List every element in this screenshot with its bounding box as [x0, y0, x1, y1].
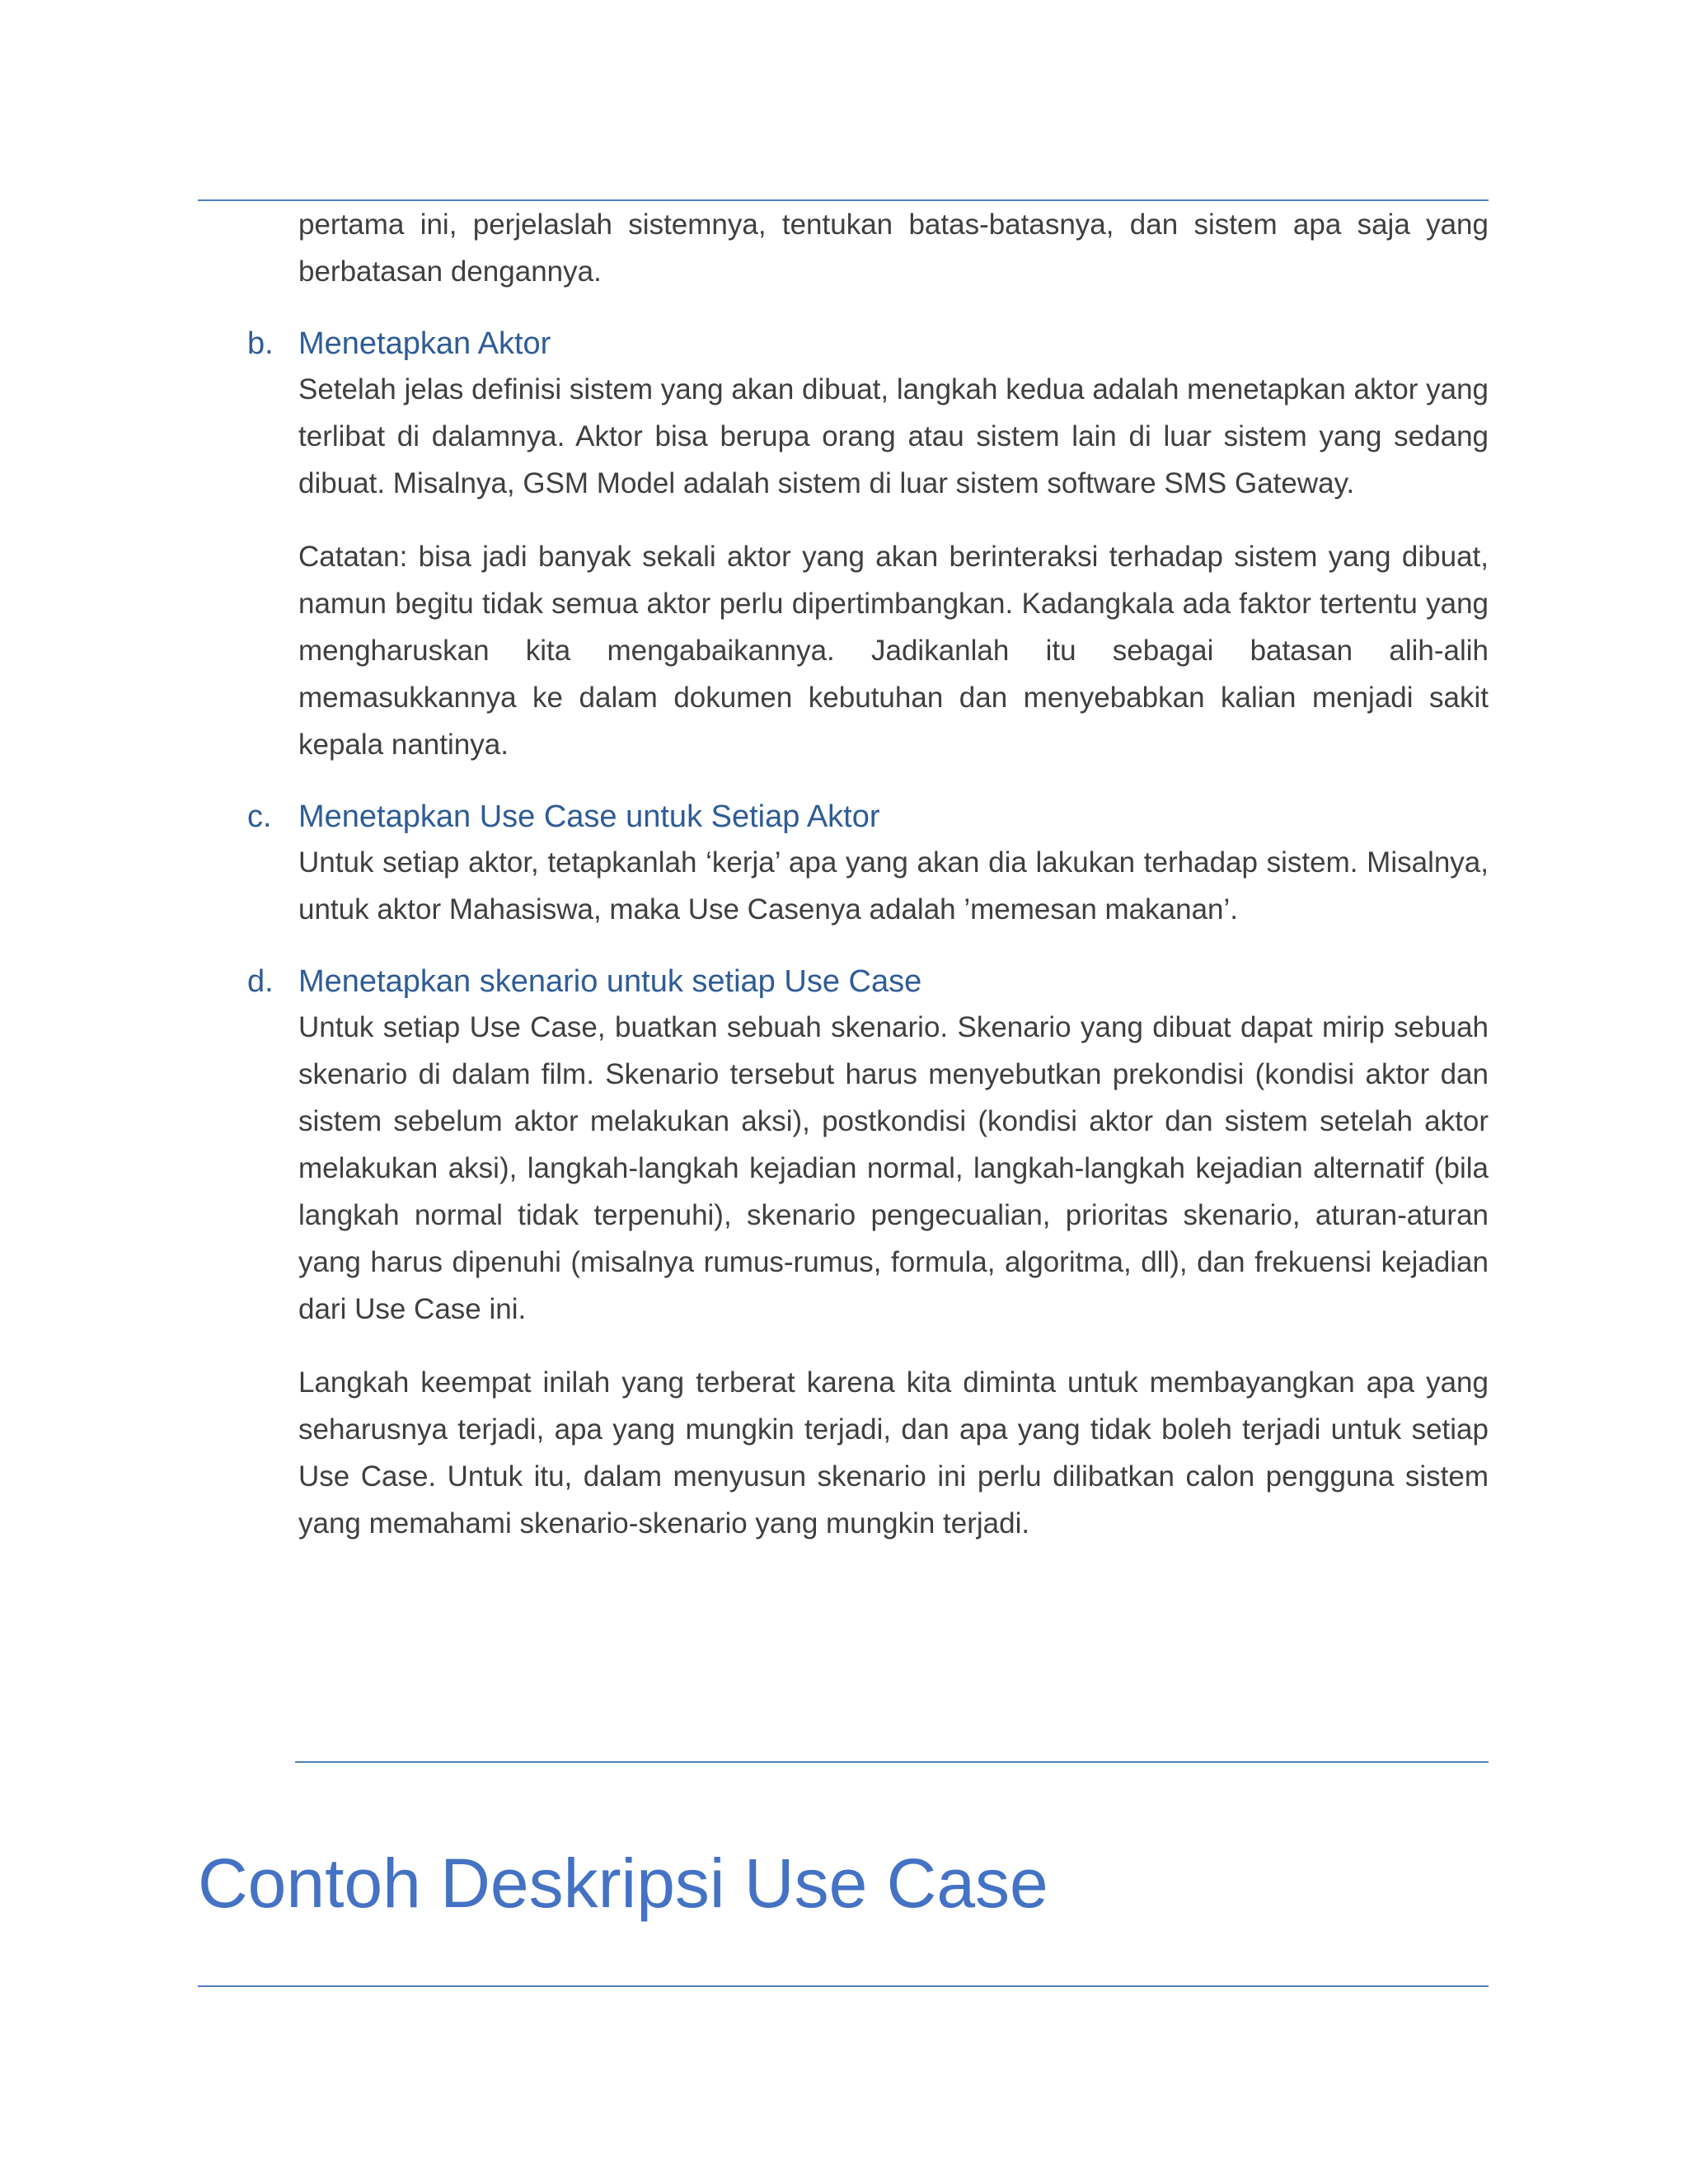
title-underline: [198, 1985, 1489, 1987]
step-c: [247, 794, 1489, 933]
step-b-paragraph-1: Setelah jelas definisi sistem yang akan dibuat, langkah kedua adalah menetapkan aktor yang terlibat di dalamnya. Aktor bisa berupa orang atau sistem lain di luar sistem yang sedang dibuat. Misalnya, GSM Model adalah sistem di luar sistem software SMS Gateway.: [298, 373, 1489, 499]
step-b-marker: b.: [247, 326, 274, 361]
document-body: [247, 201, 1489, 1547]
section-title: Contoh Deskripsi Use Case: [198, 1844, 1048, 1922]
step-d-marker: d.: [247, 964, 274, 999]
step-d: [247, 959, 1489, 1547]
section-divider-line: [295, 1761, 1489, 1763]
step-c-heading: Menetapkan Use Case untuk Setiap Aktor: [298, 799, 880, 834]
step-b-note-paragraph: Catatan: bisa jadi banyak sekali aktor yang akan berinteraksi terhadap sistem yang dibuat, namun begitu tidak semua aktor perlu dipertimbangkan. Kadangkala ada faktor tertentu yang mengharuskan kita mengabaikannya. Jadikanlah itu sebagai batasan alih-alih memasukkannya ke dalam dokumen kebutuhan dan menyebabkan kalian menjadi sakit kepala nantinya.: [298, 541, 1489, 761]
step-c-marker: c.: [247, 799, 272, 834]
step-d-paragraph-2: Langkah keempat inilah yang terberat karena kita diminta untuk membayangkan apa yang seharusnya terjadi, apa yang mungkin terjadi, dan apa yang tidak boleh terjadi untuk setiap Use Case. Untuk itu, dalam menyusun skenario ini perlu dilibatkan calon pengguna sistem yang memahami skenario-skenario yang mungkin terjadi.: [298, 1366, 1489, 1540]
step-d-heading: Menetapkan skenario untuk setiap Use Case: [298, 964, 922, 999]
step-b-heading: Menetapkan Aktor: [298, 326, 551, 361]
step-b: [247, 321, 1489, 768]
intro-continuation-paragraph: pertama ini, perjelaslah sistemnya, tentukan batas-batasnya, dan sistem apa saja yang berbatasan dengannya.: [298, 209, 1489, 288]
step-c-paragraph-1: Untuk setiap aktor, tetapkanlah ‘kerja’ apa yang akan dia lakukan terhadap sistem. Misalnya, untuk aktor Mahasiswa, maka Use Casenya adalah ’memesan makanan’.: [298, 846, 1489, 926]
step-d-paragraph-1: Untuk setiap Use Case, buatkan sebuah skenario. Skenario yang dibuat dapat mirip sebuah skenario di dalam film. Skenario tersebut harus menyebutkan prekondisi (kondisi aktor dan sistem sebelum aktor melakukan aksi), postkondisi (kondisi aktor dan sistem setelah aktor melakukan aksi), langkah-langkah kejadian normal, langkah-langkah kejadian alternatif (bila langkah normal tidak terpenuhi), skenario pengecualian, prioritas skenario, aturan-aturan yang harus dipenuhi (misalnya rumus-rumus, formula, algoritma, dll), dan frekuensi kejadian dari Use Case ini.: [298, 1011, 1489, 1325]
